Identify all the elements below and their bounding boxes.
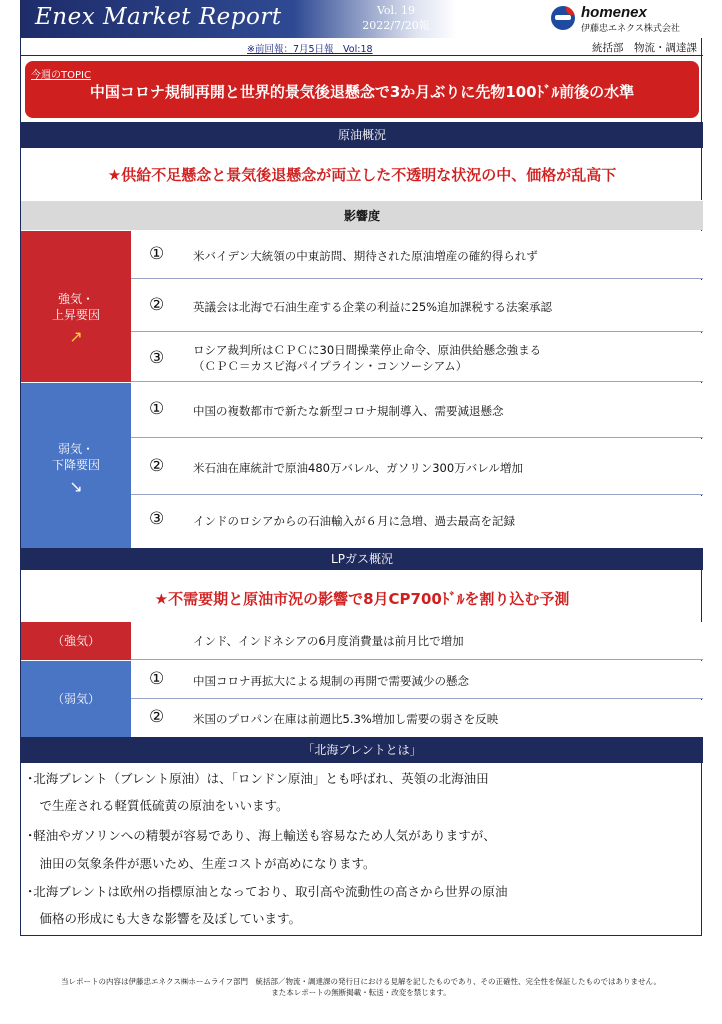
report-title: Enex Market Report: [35, 4, 282, 30]
bullish-label-line2: 上昇要因: [51, 308, 100, 322]
bearish-item: [131, 383, 703, 438]
bearish-factor-label: [21, 383, 131, 548]
disclaimer-footer: [0, 976, 722, 998]
bullish-item: [131, 231, 703, 279]
bullish-factor-label: [21, 231, 131, 382]
topic-label[interactable]: 今週のTOPIC: [31, 70, 91, 81]
report-volume: [351, 3, 441, 33]
item-text: 米石油在庫統計で原油480万バレル、ガソリン300万バレル増加: [193, 461, 523, 475]
crude-headline: ★供給不足懸念と景気後退懸念が両立した不透明な状況の中、価格が乱高下: [107, 166, 617, 184]
item-number: ②: [149, 707, 165, 727]
item-text: ロシア裁判所はＣＰＣに30日間操業停止命令、原油供給懸念強まる: [193, 343, 542, 357]
item-number: ②: [149, 456, 165, 476]
bearish-label-line1: 弱気・: [57, 442, 94, 456]
item-number: ③: [149, 509, 165, 529]
company-logo: [551, 4, 696, 34]
topic-banner: [25, 61, 699, 118]
note-line: で生産される軽質低硫黄の原油をいいます。: [27, 798, 289, 813]
note-line: ･北海ブレント（ブレント原油）は、「ロンドン原油」とも呼ばれ、英領の北海油田: [27, 771, 489, 786]
bullish-item: [131, 333, 703, 382]
lpg-bearish-item: [131, 700, 703, 737]
department: 統括部 物流・調達課: [592, 42, 697, 54]
volume-number: Vol. 19: [376, 4, 416, 17]
note-line: ･北海ブレントは欧州の指標原油となっており、取引高や流動性の高さから世界の原油: [27, 884, 508, 899]
lpg-section-title: LPガス概況: [21, 548, 703, 570]
disclaimer-line: また本レポートの無断掲載・転送・改変を禁じます。: [271, 988, 451, 997]
sub-header: [21, 40, 703, 56]
item-text: 米バイデン大統領の中東訪問、期待された原油増産の確約得られず: [193, 249, 538, 263]
report-date: 2022/7/20報: [362, 19, 430, 32]
bullish-item: [131, 280, 703, 332]
brent-note-title: 「北海ブレントとは」: [21, 737, 703, 763]
item-number: ③: [149, 348, 165, 368]
bearish-item: [131, 496, 703, 548]
item-number: ①: [149, 669, 165, 689]
note-line: 価格の形成にも大きな影響を及ぼしています。: [27, 911, 302, 926]
report-header: [21, 0, 703, 38]
item-number: ①: [149, 399, 165, 419]
previous-report-link[interactable]: ※前回報：7月5日報 Vol:18: [247, 44, 373, 55]
bearish-item: [131, 439, 703, 495]
down-arrow-icon: ↘: [69, 477, 83, 496]
up-arrow-icon: ↗: [69, 327, 83, 346]
logo-mark-icon: [551, 6, 575, 30]
lpg-headline: ★不需要期と原油市況の影響で8月CP700ﾄﾞﾙを割り込む予測: [154, 590, 570, 608]
lpg-bullish-label: （強気）: [21, 622, 131, 660]
bullish-label-line1: 強気・: [57, 292, 94, 306]
lpg-bearish-label: （弱気）: [21, 661, 131, 737]
note-line: 油田の気象条件が悪いため、生産コストが高めになります。: [27, 856, 376, 871]
item-text: 米国のプロパン在庫は前週比5.3%増加し需要の弱さを反映: [193, 712, 499, 726]
item-text: 中国コロナ再拡大による規制の再開で需要減少の懸念: [193, 674, 469, 688]
item-number: ①: [149, 244, 165, 264]
item-text: 中国の複数都市で新たな新型コロナ規制導入、需要減退懸念: [193, 404, 504, 418]
topic-headline: 中国コロナ規制再開と世界的景気後退懸念で3か月ぶりに先物100ﾄﾞﾙ前後の水準: [89, 83, 635, 101]
disclaimer-line: 当レポートの内容は伊藤忠エネクス㈱ホームライフ部門 統括部／物流・調達課の発行日における見解を記したものであり、その正確性、完全性を保証したものではありません。: [61, 977, 661, 986]
impact-label: 影響度: [21, 200, 703, 230]
item-text-note: （ＣＰＣ＝カスピ海パイプライン・コンソーシアム）: [193, 359, 468, 373]
item-text: 英議会は北海で石油生産する企業の利益に25%追加課税する法案承認: [193, 300, 553, 314]
bearish-label-line2: 下降要因: [51, 458, 100, 472]
logo-brand: homenex: [581, 4, 647, 21]
logo-company-name: 伊藤忠エネクス株式会社: [581, 24, 680, 34]
report-frame: [20, 0, 702, 936]
crude-section-title: 原油概況: [21, 122, 703, 148]
item-text: インドのロシアからの石油輸入が６月に急増、過去最高を記録: [193, 514, 515, 528]
lpg-bullish-item: [131, 622, 703, 660]
item-number: ②: [149, 295, 165, 315]
item-text: インド、インドネシアの6月度消費量は前月比で増加: [193, 634, 464, 648]
note-line: ･軽油やガソリンへの精製が容易であり、海上輸送も容易なため人気がありますが、: [27, 828, 496, 843]
lpg-bearish-item: [131, 661, 703, 699]
